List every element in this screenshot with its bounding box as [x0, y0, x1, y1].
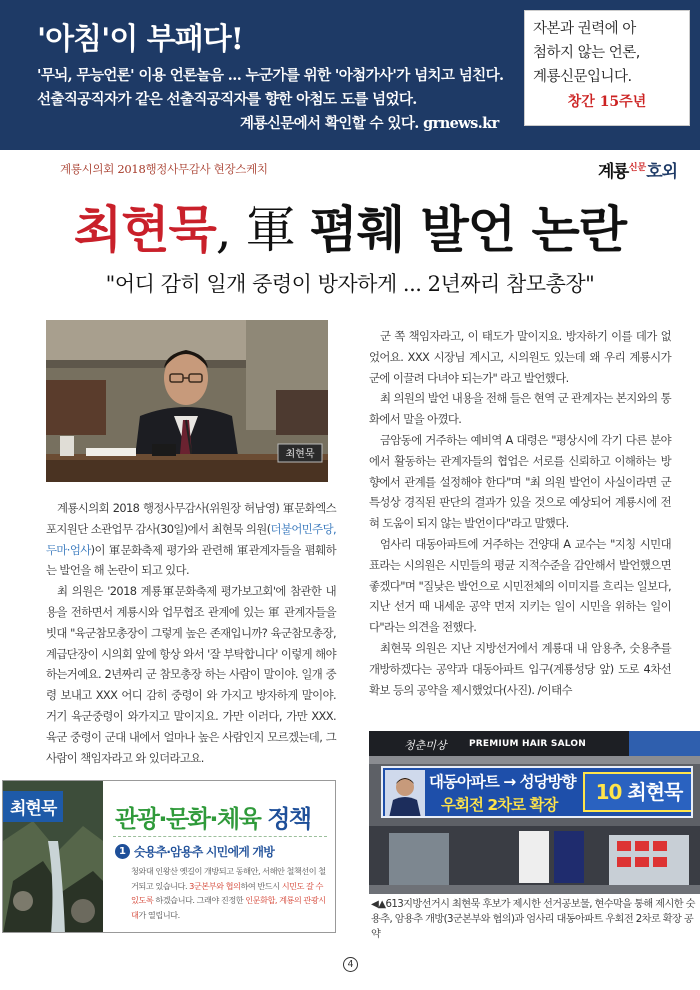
- party-highlight: 더불어민주당, 두마·엄사: [46, 521, 336, 557]
- policy-item-text: 숫용추·암용추 시민에게 개방: [134, 845, 275, 859]
- article-paragraph: 엄사리 대동아파트에 거주하는 건양대 A 교수는 "지칭 시민대표라는 시의원은 시민들의 평균 지적수준을 감안해서 발언했으면 좋겠다"며 "질낮은 발언으로 시민전체의 이미지를 흐리는 일보다, 지난 선거 때 내세운 공약 먼저 지키는 일이 시민을 위하는 일이다"라는 의견을 전했다.: [369, 536, 671, 635]
- banner-text-line: 선출직공직자가 같은 선출직공직자를 향한 아첨도 도를 넘었다.: [37, 91, 417, 108]
- photo-caption: ◀▲613지방선거시 최현묵 후보가 제시한 선거공보물, 현수막을 통해 제시한 숫용추, 암용추 개방(3군본부와 협의)과 엄사리 대동아파트 우회전 2차로 확장 공약: [371, 899, 695, 940]
- article-paragraph: 최현묵 의원은 지난 지방선거에서 계룡대 내 암용추, 숫용추를 개방하겠다는 공약과 대동아파트 입구(계룡성당 앞) 도로 4차선 확보 등의 공약을 제시했었다(사진). /이태수: [369, 640, 671, 697]
- campaign-policy-leaflet: [2, 780, 336, 933]
- promo-box: [524, 10, 690, 126]
- page-number: 4: [343, 957, 358, 972]
- newspaper-masthead-logo: [598, 156, 677, 182]
- promo-line: 첨하지 않는 언론,: [533, 45, 640, 61]
- masthead-extra-label: 호외: [646, 162, 678, 182]
- promo-line: 자본과 권력에 아: [533, 21, 636, 37]
- candidate-name-tag: 최현묵: [3, 791, 63, 822]
- title-rest: 폄훼 발언 논란: [309, 201, 627, 259]
- article-subtitle: "어디 감히 일개 중령이 방자하게 ... 2년짜리 참모총장": [105, 272, 595, 296]
- section-label: 계룡시의회 2018행정사무감사 현장스케치: [60, 162, 268, 176]
- number-badge: 1: [115, 844, 130, 859]
- article-paragraph: 계룡시의회 2018 행정사무감사(위원장 허남영) 軍문화엑스포지원단 소관업무 감사(30일)에서 최현묵 의원(더불어민주당, 두마·엄사)이 軍문화축제 평가와 관련해 軍관계자들을 폄훼하는 발언을 해 논란이 되고 있다.: [46, 501, 336, 578]
- article-paragraph: 최 의원은 '2018 계룡軍문화축제 평가보고회'에 참관한 내용을 전하면서 계룡시와 업무협조 관계에 있는 軍 관계자들을 빗대 "육군참모총장이 그렇게 높은 존재입니까? 육군참모총장, 계급단장이 시의회 앞에 항상 와서 '잘 부탁합니다' 이렇게 해야 하는거예요. 2년짜리 군 참모총장 하는 사람이 말이야. 일개 중령 보내고 XXX 어디 감히 중령이 와 가지고 방자하게 말이야. 거기 육군중령이 와가지고 말이지요. 가만 이러다, 가만 XXX. 육군 중령이 군대 내에서 얼마나 높은 사람인지 모르겠는데, 그 사람이 책임자라고 와 있더라고요.: [46, 584, 336, 765]
- masthead-name: 계룡: [598, 162, 628, 182]
- article-paragraph: 군 쪽 책임자라고, 이 태도가 말이지요. 방자하기 이를 데가 없었어요. XXX 시장님 계시고, 시의원도 있는데 왜 우리 계룡시가 군에 이끌려 다녀야 되는가" 라고 발언했다.: [369, 329, 671, 385]
- article-paragraph: 금암동에 거주하는 예비역 A 대령은 "평상시에 각기 다른 분야에서 활동하는 관계자들의 협업은 서로를 신뢰하고 이해하는 방향에서 관계를 설정해야 한다"며 "최 의원 발언이 사실이라면 군 특성상 경직된 판단의 결과가 있을 것으로 예상되어 계룡시에 전혀 도움이 되지 않는 발언이다"라고 말했다.: [369, 432, 671, 531]
- divider: [113, 836, 327, 837]
- candidate-number-label: 10 최현묵: [583, 772, 693, 812]
- candidate-portrait-icon: [385, 770, 425, 818]
- title-connector: , 軍: [215, 201, 310, 259]
- shop-sign-english: PREMIUM HAIR SALON: [469, 739, 586, 749]
- header-banner: [0, 0, 700, 150]
- nameplate-text: 최현묵: [285, 449, 315, 460]
- article-column-left: [46, 498, 336, 768]
- banner-headline: '아침'이 부패다!: [37, 22, 243, 57]
- policy-title: 관광·문화·체육 정책: [115, 805, 311, 833]
- policy-item: [115, 843, 274, 860]
- shop-sign-text: 청춘미상: [404, 739, 447, 752]
- promo-line: 계룡신문입니다.: [533, 69, 632, 85]
- article-column-right: [369, 326, 671, 700]
- campaign-street-banner: [381, 766, 693, 818]
- title-name: 최현묵: [73, 201, 216, 259]
- street-banner-photo: [369, 731, 700, 894]
- council-member-illustration: [46, 320, 328, 482]
- anniversary-label: 창간 15주년: [567, 94, 647, 110]
- banner-route-text: 대동아파트 → 성당방향: [429, 773, 576, 791]
- banner-website-line: 계룡신문에서 확인할 수 있다. grnews.kr: [240, 115, 499, 132]
- council-member-photo: [46, 320, 328, 482]
- article-paragraph: 최 의원의 발언 내용을 전해 들은 현역 군 관계자는 본지와의 통화에서 말을 아꼈다.: [369, 391, 671, 427]
- article-title: [0, 190, 700, 262]
- masthead-sub: 신문: [628, 163, 647, 173]
- banner-text-line: '무뇌, 무능언론' 이용 언론놀음 ... 누군가를 위한 '아첨가사'가 넘치고 넘친다.: [37, 67, 504, 84]
- banner-pledge-text: 우회전 2차로 확장: [441, 796, 558, 814]
- policy-description: 청와대 인왕산 옛길이 개방되고 동해안, 서해안 철책선이 철거되고 있습니다. 3군본부와 협의하여 반드시 시민도 갈 수 있도록 하겠습니다. 그래야 진정한 인문화합, 계룡의 관광시대가 열립니다.: [131, 866, 326, 920]
